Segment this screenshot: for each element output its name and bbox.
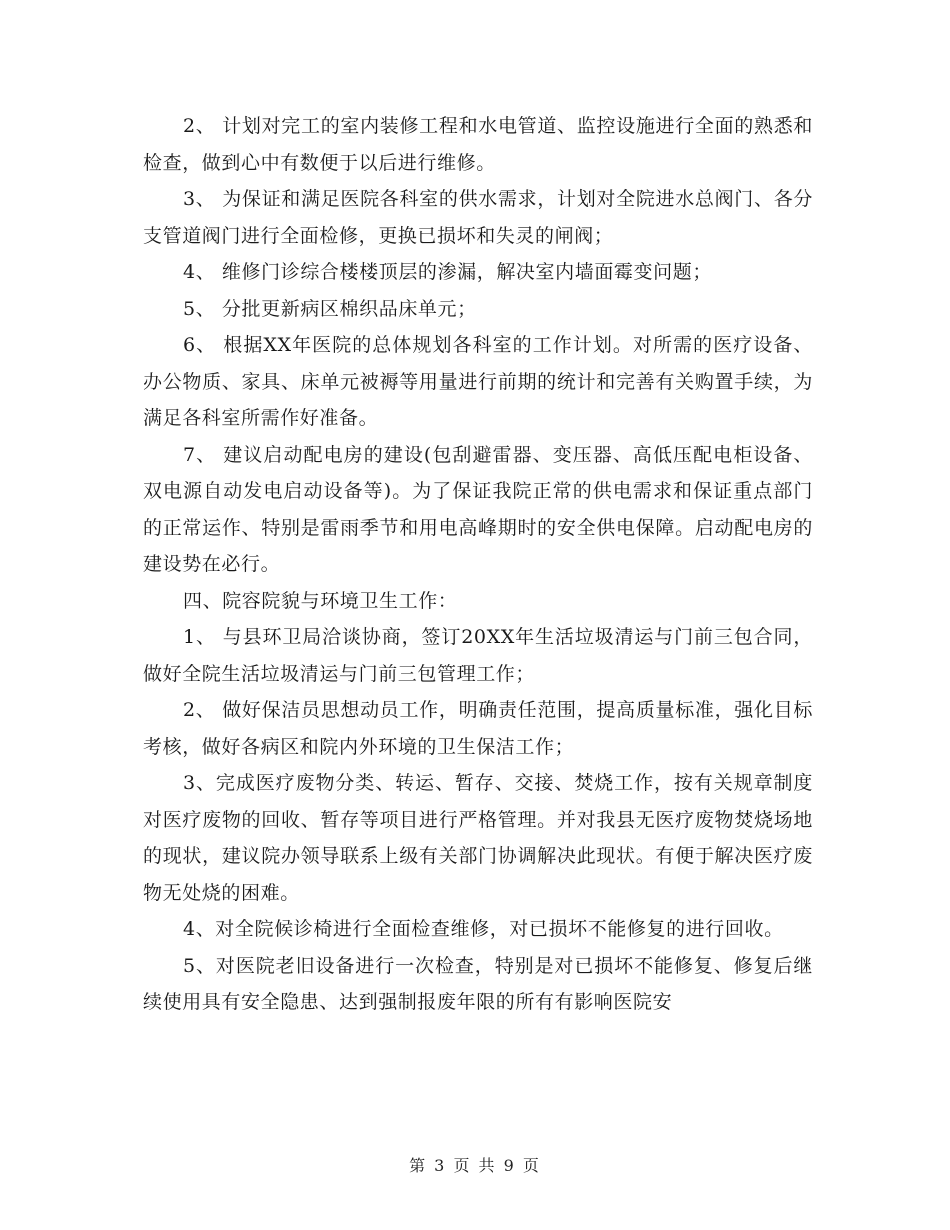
section-item-5: 5、对医院老旧设备进行一次检查，特别是对已损坏不能修复、修复后继续使用具有安全隐患、达到强制报废年限的所有有影响医院安	[143, 954, 813, 1013]
section-heading: 四、院容院貌与环境卫生工作：	[183, 589, 458, 612]
section-item-4: 4、对全院候诊椅进行全面检查维修，对已损坏不能修复的进行回收。	[183, 918, 784, 940]
section-item-2: 2、 做好保洁员思想动员工作，明确责任范围，提高质量标准，强化目标考核，做好各病区和院内外环境的卫生保洁工作；	[143, 699, 813, 758]
section-item-3: 3、完成医疗废物分类、转运、暂存、交接、焚烧工作，按有关规章制度对医疗废物的回收、暂存等项目进行严格管理。并对我县无医疗废物焚烧场地的现状，建议院办领导联系上级有关部门协调解决此现状。有便于解决医疗废物无处烧的困难。	[143, 772, 813, 904]
document-body	[143, 108, 813, 1021]
paragraph-item-6: 6、 根据XX年医院的总体规划各科室的工作计划。对所需的医疗设备、办公物质、家具、床单元被褥等用量进行前期的统计和完善有关购置手续，为满足各科室所需作好准备。	[143, 334, 813, 429]
paragraph-item-4: 4、 维修门诊综合楼楼顶层的渗漏，解决室内墙面霉变问题；	[183, 261, 712, 283]
page-number-footer: 第 3 页 共 9 页	[409, 1156, 541, 1175]
paragraph-item-7: 7、 建议启动配电房的建设(包刮避雷器、变压器、高低压配电柜设备、双电源自动发电启动设备等)。为了保证我院正常的供电需求和保证重点部门的正常运作、特别是雷雨季节和用电高峰期时的安全供电保障。启动配电房的建设势在必行。	[143, 443, 813, 575]
paragraph-item-2: 2、 计划对完工的室内装修工程和水电管道、监控设施进行全面的熟悉和检查，做到心中有数便于以后进行维修。	[143, 115, 813, 174]
section-item-1: 1、 与县环卫局洽谈协商，签订20XX年生活垃圾清运与门前三包合同，做好全院生活垃圾清运与门前三包管理工作；	[143, 626, 813, 685]
paragraph-item-3: 3、 为保证和满足医院各科室的供水需求，计划对全院进水总阀门、各分支管道阀门进行全面检修，更换已损坏和失灵的闸阀；	[143, 188, 813, 247]
paragraph-item-5: 5、 分批更新病区棉织品床单元；	[183, 297, 477, 320]
